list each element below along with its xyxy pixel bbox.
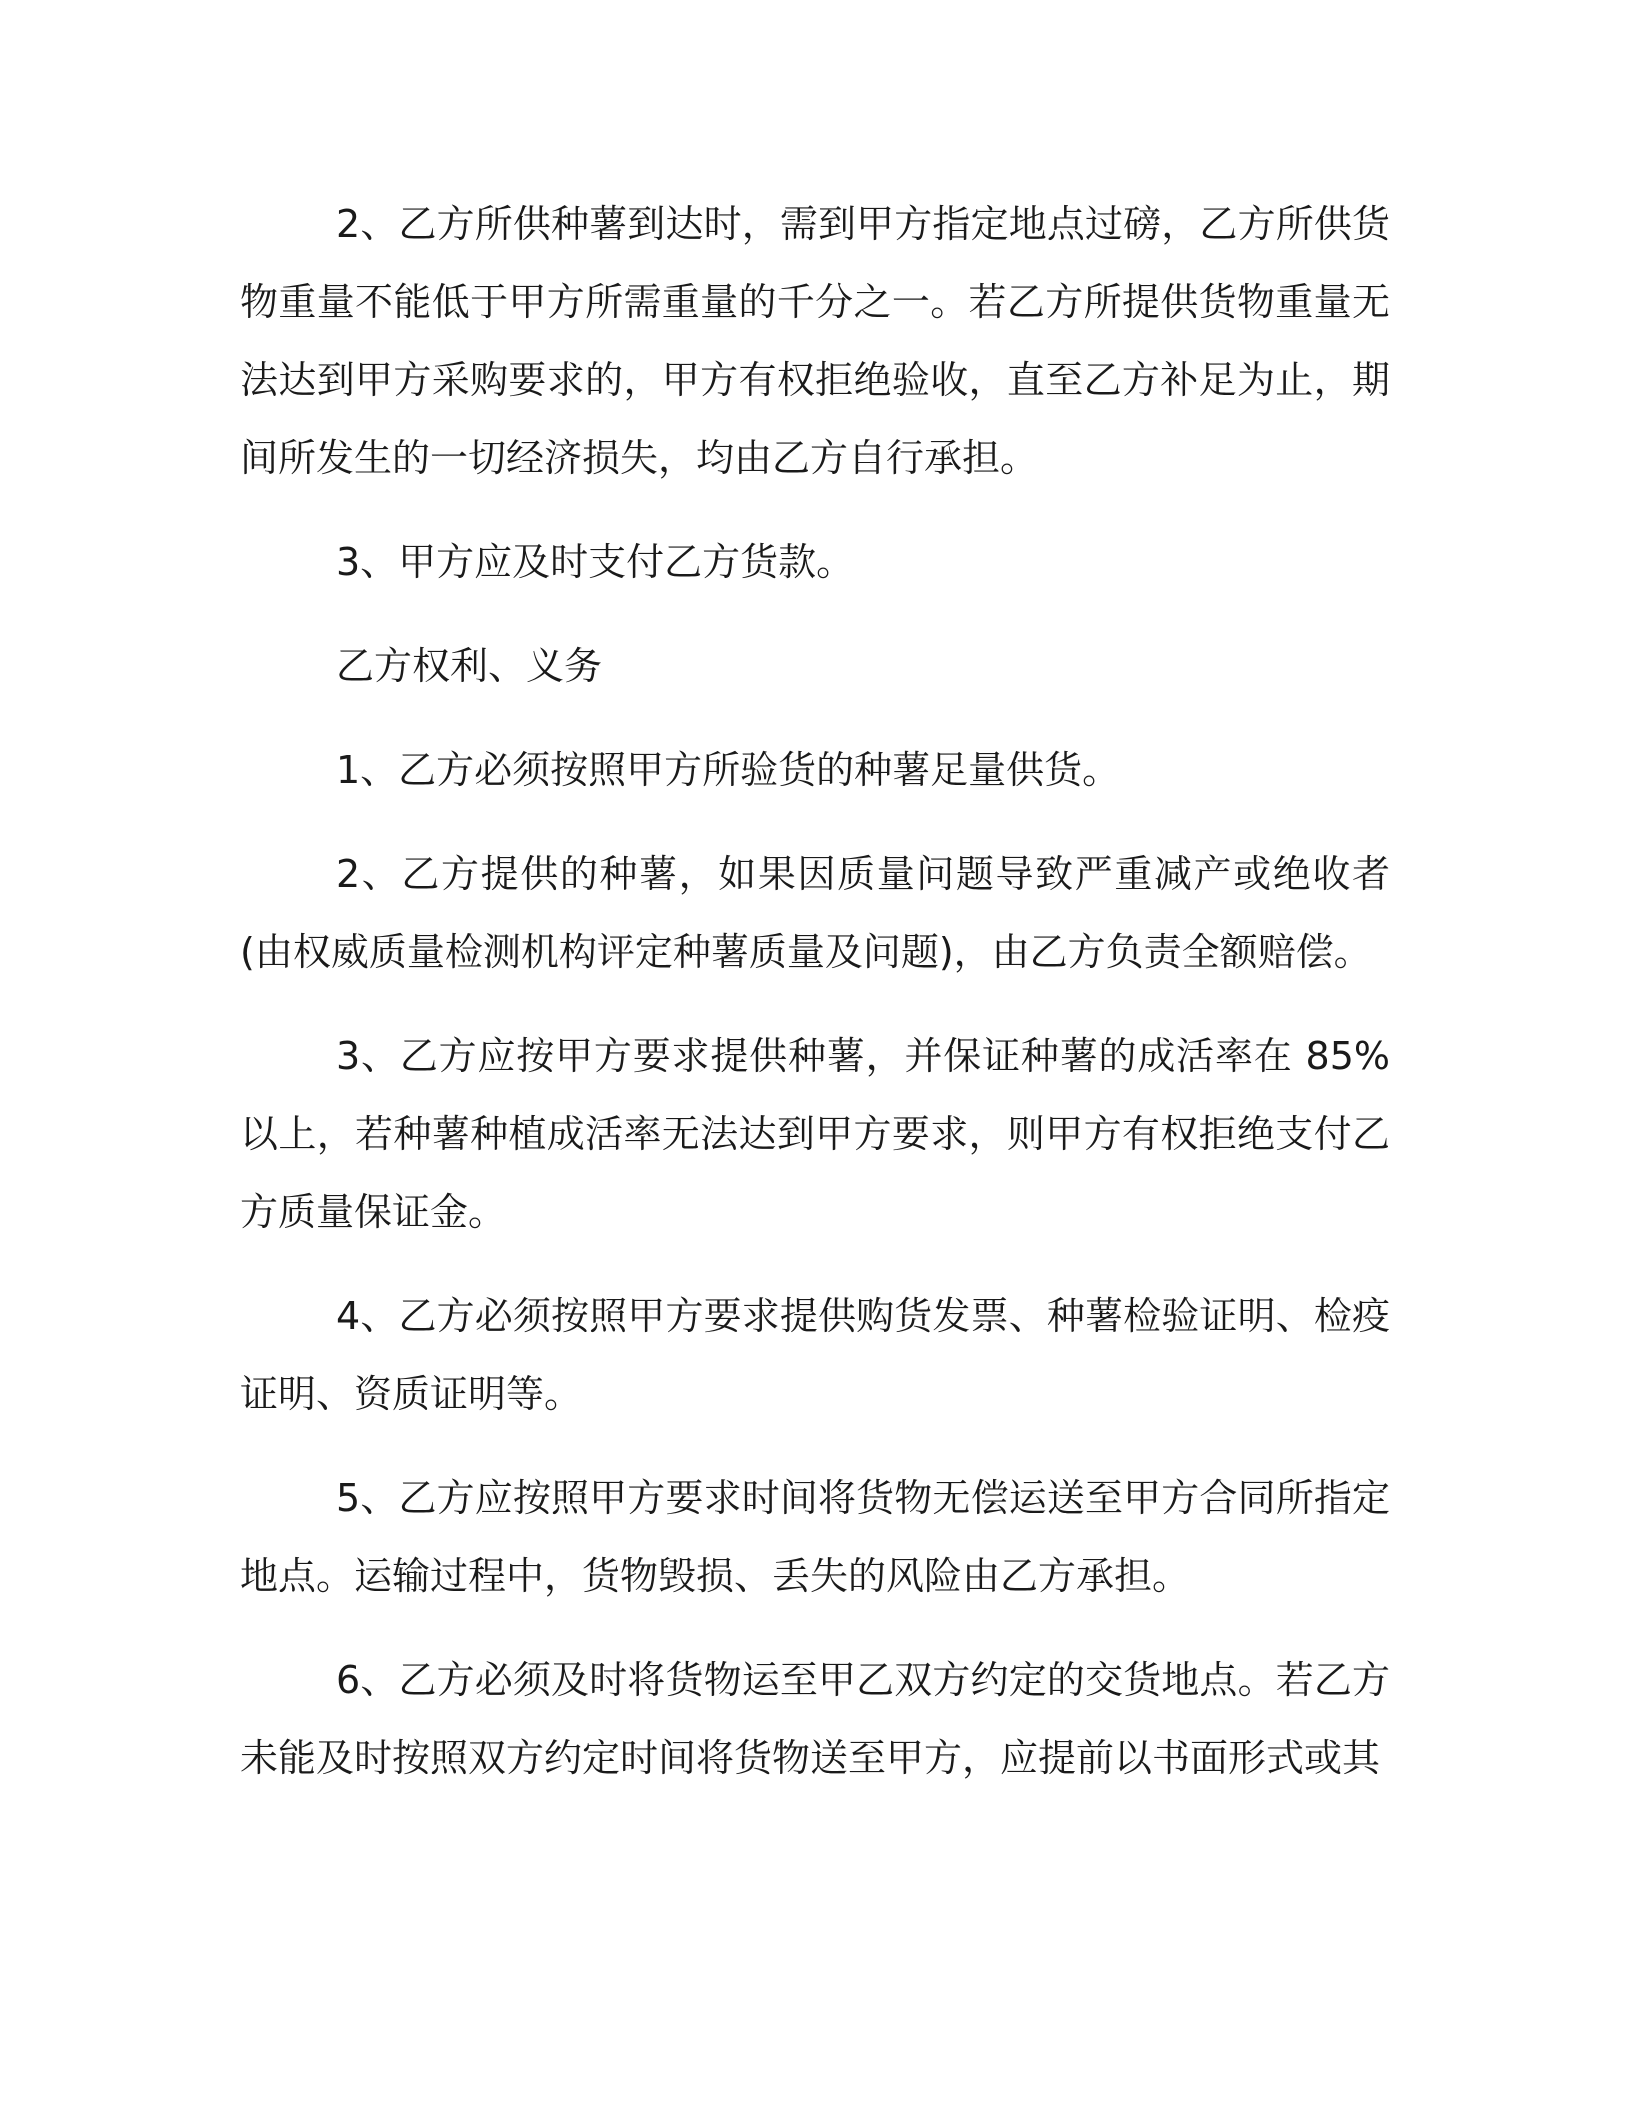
paragraph-party-a-payment: 3、甲方应及时支付乙方货款。 xyxy=(336,540,855,584)
section-heading-party-b-rights: 乙方权利、义务 xyxy=(336,644,603,688)
paragraph-party-b-weight: 2、乙方所供种薯到达时，需到甲方指定地点过磅，乙方所供货物重量不能低于甲方所需重量的千分之一。若乙方所提供货物重量无法达到甲方采购要求的，甲方有权拒绝验收，直至乙方补足为止，期间所发生的一切经济损失，均由乙方自行承担。 xyxy=(240,202,1390,480)
paragraph-party-b-supply: 1、乙方必须按照甲方所验货的种薯足量供货。 xyxy=(336,748,1121,792)
paragraph-party-b-documents: 4、乙方必须按照甲方要求提供购货发票、种薯检验证明、检疫证明、资质证明等。 xyxy=(240,1294,1390,1416)
document-body xyxy=(240,185,1390,1823)
paragraph-party-b-timely-delivery: 6、乙方必须及时将货物运至甲乙双方约定的交货地点。若乙方未能及时按照双方约定时间将货物送至甲方，应提前以书面形式或其 xyxy=(240,1658,1390,1780)
paragraph-party-b-survival-rate: 3、乙方应按甲方要求提供种薯，并保证种薯的成活率在 85%以上，若种薯种植成活率无法达到甲方要求，则甲方有权拒绝支付乙方质量保证金。 xyxy=(240,1034,1390,1234)
paragraph-party-b-quality: 2、乙方提供的种薯，如果因质量问题导致严重减产或绝收者(由权威质量检测机构评定种薯质量及问题)，由乙方负责全额赔偿。 xyxy=(240,852,1390,974)
paragraph-party-b-delivery: 5、乙方应按照甲方要求时间将货物无偿运送至甲方合同所指定地点。运输过程中，货物毁损、丢失的风险由乙方承担。 xyxy=(240,1476,1390,1598)
